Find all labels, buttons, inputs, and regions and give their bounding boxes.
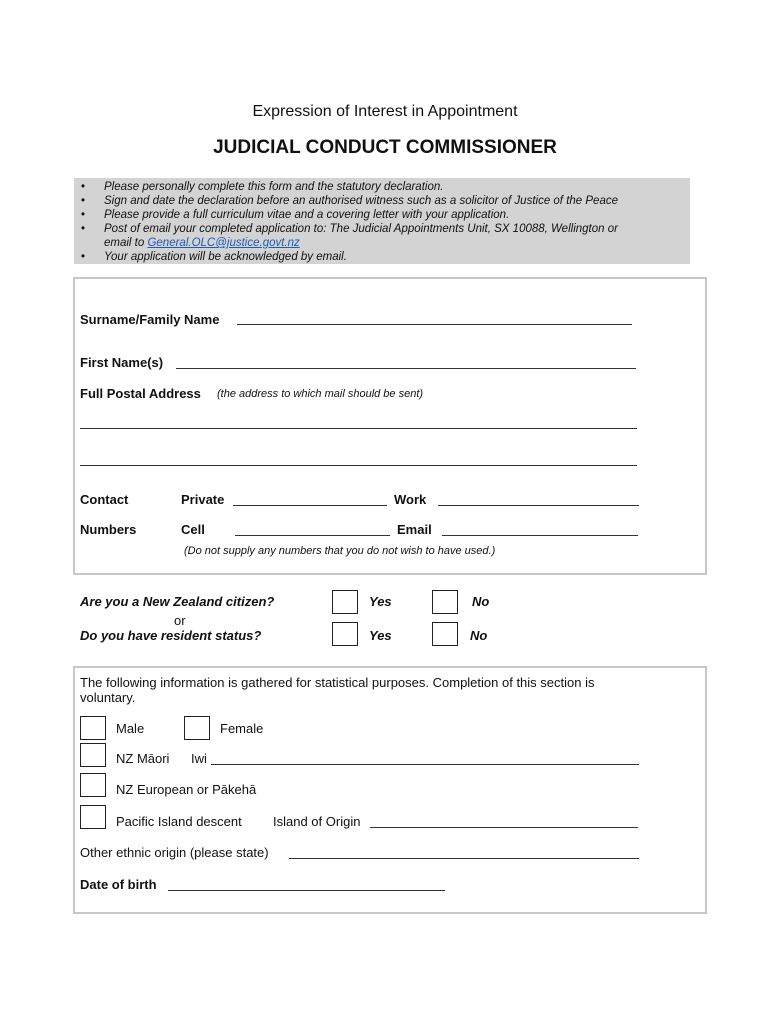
resident-no-checkbox[interactable] (432, 622, 458, 646)
female-checkbox[interactable] (184, 716, 210, 740)
bullet-icon: • (81, 181, 86, 193)
instruction-item: • Please personally complete this form and the statutory declaration. (81, 181, 444, 193)
maori-label: NZ Māori (116, 751, 170, 766)
private-number-field[interactable] (233, 505, 387, 506)
dob-label: Date of birth (80, 877, 157, 892)
citizen-no-checkbox[interactable] (432, 590, 458, 614)
statistics-intro-line-1: The following information is gathered for statistical purposes. Completion of this section is (80, 675, 595, 690)
work-number-field[interactable] (438, 505, 639, 506)
bullet-icon: • (81, 251, 86, 263)
island-origin-field[interactable] (370, 827, 638, 828)
other-origin-field[interactable] (289, 858, 639, 859)
iwi-label: Iwi (191, 751, 207, 766)
female-label: Female (220, 721, 264, 736)
statistics-intro-line-2: voluntary. (80, 690, 136, 705)
or-label: or (174, 613, 186, 628)
form-subtitle: JUDICIAL CONDUCT COMMISSIONER (213, 137, 557, 158)
numbers-note: (Do not supply any numbers that you do not wish to have used.) (184, 545, 496, 557)
citizen-yes-checkbox[interactable] (332, 590, 358, 614)
cell-label: Cell (181, 522, 205, 537)
pacific-checkbox[interactable] (80, 805, 106, 829)
postal-address-label: Full Postal Address (80, 386, 201, 401)
instructions-list (74, 178, 690, 264)
male-label: Male (116, 721, 145, 736)
email-field[interactable] (442, 535, 638, 536)
instructions-panel (74, 178, 690, 264)
citizen-no-label: No (472, 594, 490, 609)
email-link[interactable]: General.OLC@justice.govt.nz (147, 237, 300, 249)
form-title: Expression of Interest in Appointment (252, 103, 518, 120)
iwi-field[interactable] (211, 764, 639, 765)
dob-field[interactable] (168, 890, 445, 891)
citizen-yes-label: Yes (369, 594, 392, 609)
numbers-label: Numbers (80, 522, 137, 537)
resident-no-label: No (470, 628, 488, 643)
male-checkbox[interactable] (80, 716, 106, 740)
maori-checkbox[interactable] (80, 743, 106, 767)
other-origin-label: Other ethnic origin (please state) (80, 845, 269, 860)
resident-question: Do you have resident status? (80, 628, 262, 643)
resident-yes-checkbox[interactable] (332, 622, 358, 646)
postal-address-field-2[interactable] (80, 465, 637, 466)
citizen-question: Are you a New Zealand citizen? (80, 594, 275, 609)
island-origin-label: Island of Origin (273, 814, 361, 829)
bullet-icon: • (81, 195, 86, 207)
email-label: Email (397, 522, 432, 537)
postal-address-field-1[interactable] (80, 428, 637, 429)
pacific-label: Pacific Island descent (116, 814, 242, 829)
cell-number-field[interactable] (235, 535, 390, 536)
first-name-label: First Name(s) (80, 355, 164, 370)
surname-label: Surname/Family Name (80, 312, 220, 327)
instruction-item: • Post of email your completed application to: The Judicial Appointments Unit, SX 10088, Wellington or email to General.OLC@justice.govt.nz (81, 223, 618, 249)
bullet-icon: • (81, 209, 86, 221)
european-label: NZ European or Pākehā (116, 782, 257, 797)
contact-label: Contact (80, 492, 129, 507)
instruction-item: • Sign and date the declaration before an authorised witness such as a solicitor of Justice of the Peace (81, 195, 618, 207)
surname-field[interactable] (237, 324, 632, 325)
work-label: Work (394, 492, 427, 507)
postal-address-note: (the address to which mail should be sent) (217, 388, 424, 400)
private-label: Private (181, 492, 225, 507)
bullet-icon: • (81, 223, 86, 235)
instruction-item: • Your application will be acknowledged by email. (81, 251, 347, 263)
instruction-item: • Please provide a full curriculum vitae and a covering letter with your application. (81, 209, 510, 221)
first-name-field[interactable] (176, 368, 636, 369)
european-checkbox[interactable] (80, 773, 106, 797)
resident-yes-label: Yes (369, 628, 392, 643)
